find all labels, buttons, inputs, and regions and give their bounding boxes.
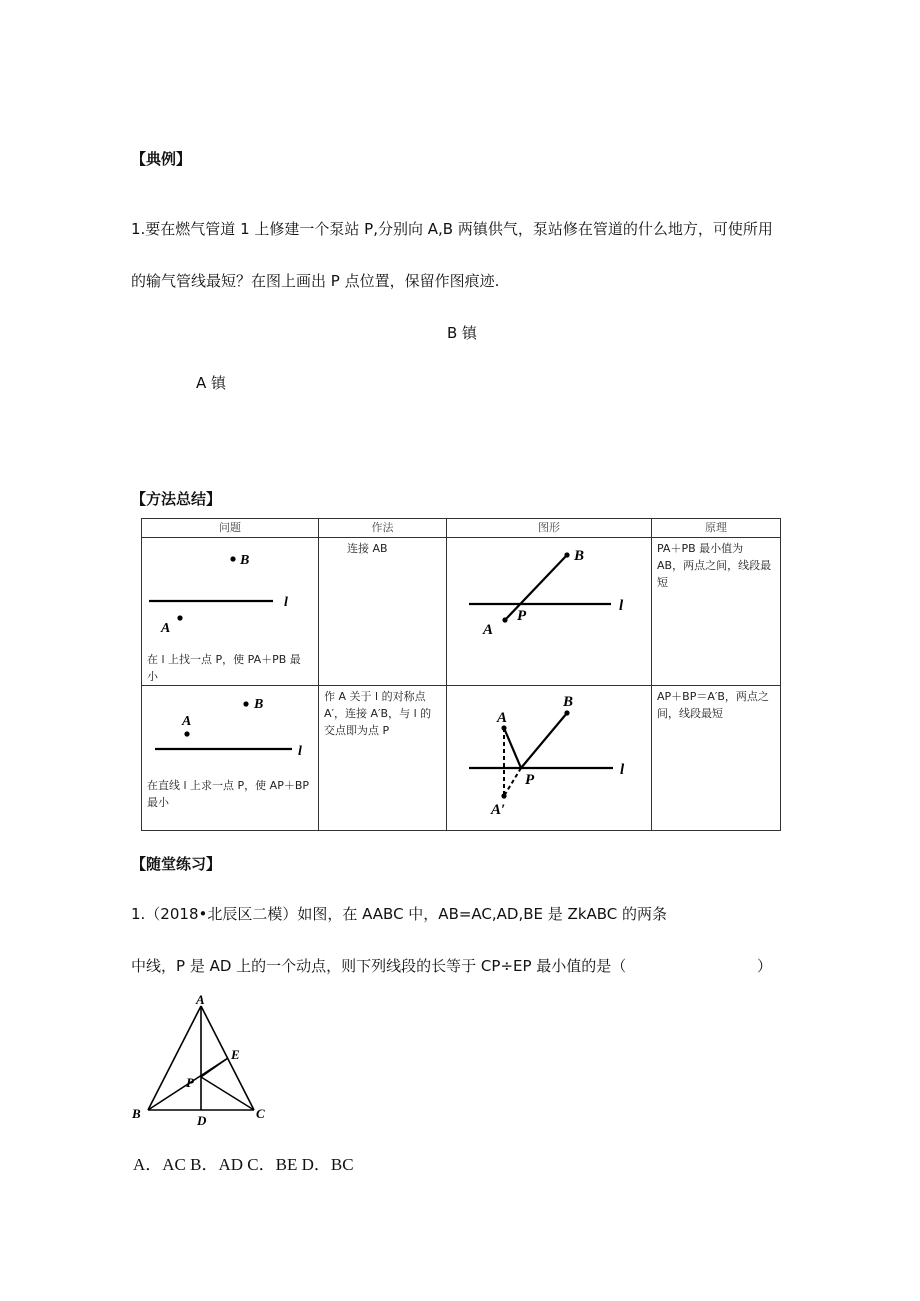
label-a: A: [196, 992, 205, 1007]
row2-figure: [447, 686, 651, 830]
row1-method-text: 连接 AB: [347, 542, 388, 555]
point-a-dot: [177, 615, 182, 620]
label-a: A: [182, 714, 192, 729]
label-a: A: [483, 622, 494, 638]
town-b-label: B 镇: [447, 324, 478, 342]
label-e: E: [231, 1047, 240, 1062]
example-question-line2: 的输气管线最短？在图上画出 P 点位置，保留作图痕迹.: [131, 272, 500, 290]
practice-question-line2: 中线，P 是 AD 上的一个动点，则下列线段的长等于 CP÷EP 最小值的是（: [131, 957, 627, 975]
method-heading: 【方法总结】: [131, 490, 222, 508]
point-b-dot: [230, 556, 235, 561]
label-b: B: [132, 1106, 141, 1121]
table-row: [142, 686, 781, 831]
label-a: A: [497, 710, 508, 726]
segment-pe: [201, 1058, 228, 1077]
table-header-row: [142, 519, 781, 538]
label-l: l: [284, 595, 288, 610]
segment-ap: [504, 728, 521, 768]
label-c: C: [256, 1106, 265, 1121]
point-b-dot: [564, 552, 569, 557]
label-a: A: [161, 621, 171, 636]
row2-problem-figure: [142, 686, 318, 776]
label-b: B: [563, 694, 574, 710]
label-p: P: [525, 772, 535, 788]
row2-method-text: 作 A 关于 l 的对称点 A′，连接 A′B，与 l 的交点即为点 P: [324, 690, 432, 737]
point-a-prime-dot: [501, 793, 506, 798]
method-summary-table: [141, 518, 781, 831]
example-heading: 【典例】: [131, 150, 192, 168]
point-a-dot: [184, 731, 189, 736]
answer-options: A．AC B．AD C．BE D．BC: [133, 1155, 354, 1174]
segment-ab: [505, 555, 567, 620]
label-b: B: [240, 553, 250, 568]
label-l: l: [298, 744, 302, 759]
row2-problem-cell: [142, 686, 318, 830]
row1-figure-cell: [447, 538, 651, 685]
town-a-label: A 镇: [196, 374, 227, 392]
point-a-dot: [501, 725, 506, 730]
segment-pb: [521, 713, 567, 768]
row1-problem-text: 在 l 上找一点 P，使 PA＋PB 最小: [147, 653, 301, 683]
dashed-segment-a2p: [504, 768, 521, 796]
side-ab: [148, 1006, 201, 1110]
row1-problem-figure: [142, 538, 318, 648]
point-a-dot: [502, 617, 507, 622]
practice-question-line1: 1.（2018•北辰区二模）如图，在 AABC 中，AB=AC,AD,BE 是 ZkABC 的两条: [131, 905, 668, 923]
row1-principle-text: PA＋PB 最小值为 AB，两点之间，线段最短: [657, 542, 772, 589]
example-question-line1: 1.要在燃气管道 1 上修建一个泵站 P,分别向 A,B 两镇供气，泵站修在管道的什么地方，可使所用: [131, 220, 773, 238]
label-d: D: [197, 1113, 207, 1128]
answer-paren-close: ）: [757, 957, 773, 975]
row2-problem-text: 在直线 l 上求一点 P，使 AP＋BP 最小: [147, 779, 310, 809]
row2-principle-text: AP＋BP＝A′B，两点之间，线段最短: [657, 690, 769, 720]
header-figure: 图形: [447, 519, 652, 538]
header-method: 作法: [319, 519, 447, 538]
header-principle: 原理: [652, 519, 781, 538]
row2-figure-cell: [447, 686, 651, 830]
triangle-figure: [120, 990, 290, 1130]
point-b-dot: [564, 710, 569, 715]
label-l: l: [620, 762, 625, 778]
label-p: P: [186, 1075, 194, 1090]
label-l: l: [619, 598, 624, 614]
row1-figure: [447, 538, 651, 685]
practice-heading: 【随堂练习】: [131, 855, 222, 873]
label-b: B: [574, 548, 585, 564]
label-b: B: [254, 697, 264, 712]
table-row: [142, 538, 781, 686]
point-b-dot: [243, 701, 248, 706]
row1-problem-cell: [142, 538, 318, 685]
label-p: P: [517, 608, 527, 624]
header-problem: 问题: [142, 519, 319, 538]
label-a-prime: A′: [491, 802, 506, 818]
